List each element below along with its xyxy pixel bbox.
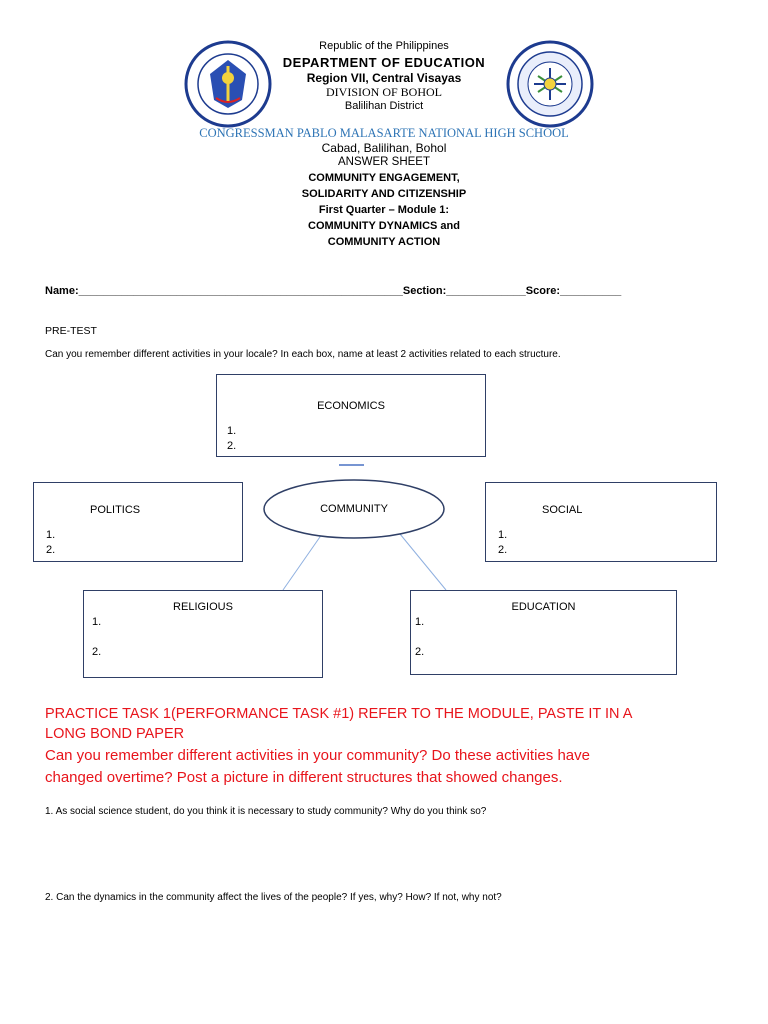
economics-title: ECONOMICS [317,400,385,412]
social-box[interactable] [485,482,717,562]
practice-task-body-1: Can you remember different activities in your community? Do these activities have [45,747,590,764]
community-label: COMMUNITY [320,503,388,515]
header-republic: Republic of the Philippines [319,40,449,52]
module-line-2: COMMUNITY ACTION [327,236,441,248]
header-department: DEPARTMENT OF EDUCATION [282,55,486,70]
header-division: DIVISION OF BOHOL [326,85,442,99]
economics-box[interactable] [216,374,486,457]
pretest-instruction: Can you remember different activities in your locale? In each box, name at least 2 activities related to each structure. [45,349,561,360]
politics-title: POLITICS [90,504,141,516]
education-title: EDUCATION [511,601,576,613]
social-title: SOCIAL [542,504,583,516]
header-region: Region VII, Central Visayas [306,71,462,85]
economics-item-2: 2. [227,440,237,452]
school-name: CONGRESSMAN PABLO MALASARTE NATIONAL HIGH SCHOOL [199,126,569,140]
school-address: Cabad, Balilihan, Bohol [321,141,447,155]
quarter-line: First Quarter – Module 1: [318,204,450,216]
subject-line-1: COMMUNITY ENGAGEMENT, [308,172,460,184]
education-box[interactable] [410,590,677,675]
question-2: 2. Can the dynamics in the community affect the lives of the people? If yes, why? How? If not, why not? [45,892,502,903]
sheet-title: ANSWER SHEET [337,156,430,168]
practice-task-body-2: changed overtime? Post a picture in different structures that showed changes. [45,769,563,786]
education-item-1: 1. [415,616,425,628]
practice-task-title-2: LONG BOND PAPER [45,726,185,742]
header-district: Balilihan District [344,100,424,112]
economics-item-1: 1. [227,425,237,437]
question-1: 1. As social science student, do you think it is necessary to study community? Why do you think so? [45,806,487,817]
module-line-1: COMMUNITY DYNAMICS and [308,220,460,232]
politics-box[interactable] [33,482,243,562]
religious-item-1: 1. [92,616,102,628]
education-item-2: 2. [415,646,425,658]
religious-item-2: 2. [92,646,102,658]
politics-item-2: 2. [46,544,56,556]
politics-item-1: 1. [46,529,56,541]
social-item-1: 1. [498,529,508,541]
subject-line-2: SOLIDARITY AND CITIZENSHIP [301,188,467,200]
religious-box[interactable] [83,590,323,678]
practice-task-title-1: PRACTICE TASK 1(PERFORMANCE TASK #1) REFER TO THE MODULE, PASTE IT IN A [45,706,633,722]
name-section-score-line[interactable]: Name:_____________________________________________________Section:_____________Score:__________ [45,285,622,297]
social-item-2: 2. [498,544,508,556]
pretest-label: PRE-TEST [45,325,97,337]
religious-title: RELIGIOUS [173,601,233,613]
